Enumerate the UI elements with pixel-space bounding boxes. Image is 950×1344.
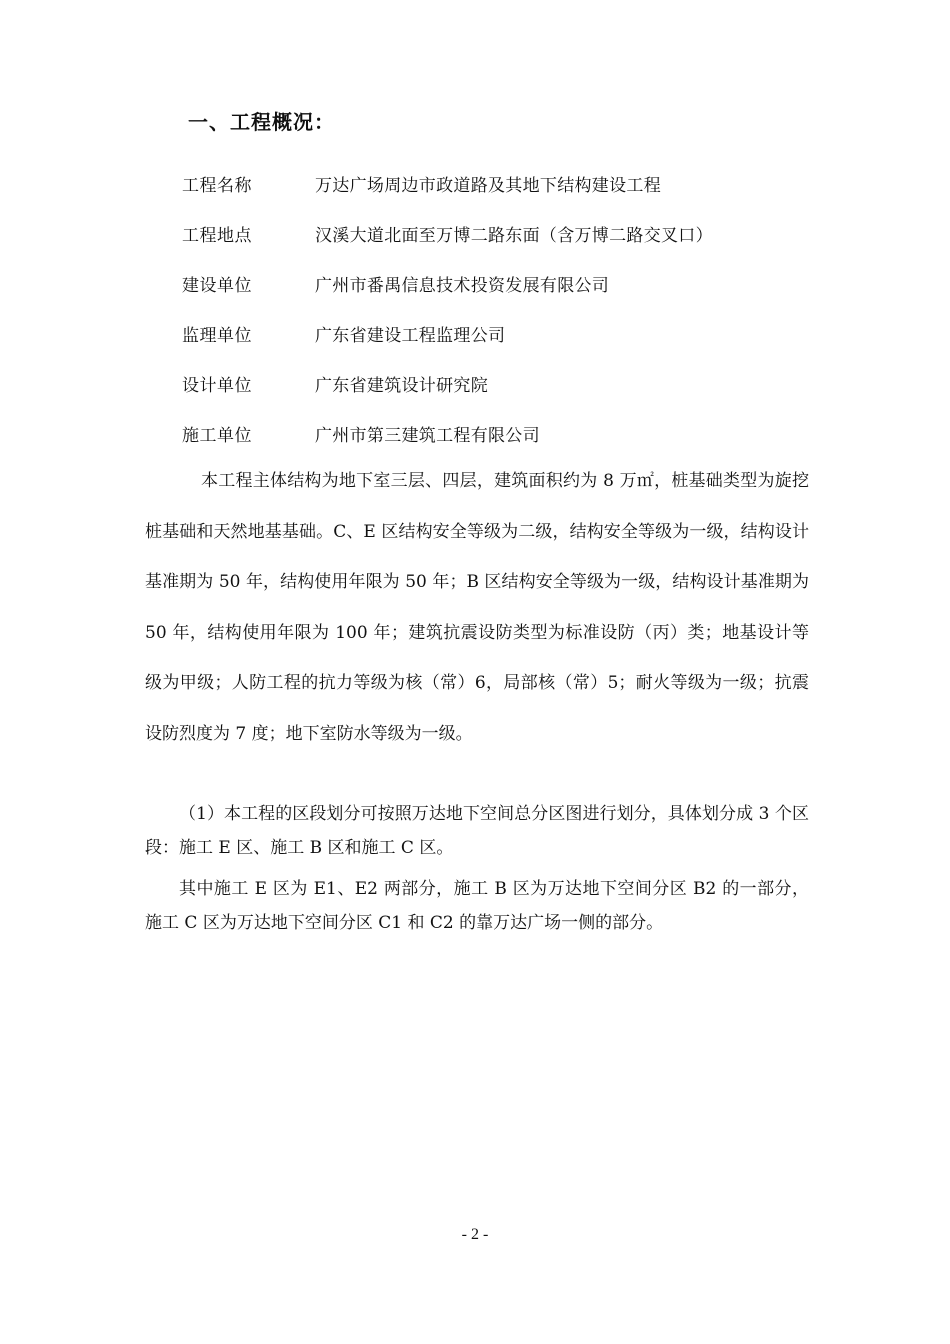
structure-description-paragraph: 本工程主体结构为地下室三层、四层，建筑面积约为 8 万㎡，桩基础类型为旋挖桩基础和天然地基基础。C、E 区结构安全等级为二级，结构安全等级为一级，结构设计基准期为 50 年，结构使用年限为 50 年；B 区结构安全等级为一级，结构设计基准期为 50 年，结构使用年限为 100 年；建筑抗震设防类型为标准设防（丙）类；地基设计等级为甲级；人防工程的抗力等级为核（常）6，局部核（常）5；耐火等级为一级；抗震设防烈度为 7 度；地下室防水等级为一级。	[145, 471, 809, 744]
info-value: 广东省建设工程监理公司	[315, 325, 506, 346]
zoning-paragraph: （1）本工程的区段划分可按照万达地下空间总分区图进行划分，具体划分成 3 个区段：施工 E 区、施工 B 区和施工 C 区。	[145, 804, 809, 858]
info-label: 设计单位	[182, 375, 252, 396]
info-row-designer	[182, 358, 822, 408]
info-value: 广东省建筑设计研究院	[315, 375, 488, 396]
info-label: 工程名称	[182, 175, 252, 196]
info-row-contractor	[182, 408, 822, 458]
info-value: 汉溪大道北面至万博二路东面（含万博二路交叉口）	[315, 225, 713, 246]
info-row-project-location	[182, 208, 822, 258]
info-value: 万达广场周边市政道路及其地下结构建设工程	[315, 175, 661, 196]
info-label: 工程地点	[182, 225, 252, 246]
info-label: 监理单位	[182, 325, 252, 346]
project-info-table	[182, 158, 822, 458]
section-title: 一、工程概况：	[188, 110, 335, 134]
page-number: - 2 -	[461, 1226, 489, 1243]
info-label: 建设单位	[182, 275, 252, 296]
info-row-owner	[182, 258, 822, 308]
info-value: 广州市番禺信息技术投资发展有限公司	[315, 275, 610, 296]
info-row-supervisor	[182, 308, 822, 358]
info-row-project-name	[182, 158, 822, 208]
zoning-detail-paragraph: 其中施工 E 区为 E1、E2 两部分，施工 B 区为万达地下空间分区 B2 的一部分，施工 C 区为万达地下空间分区 C1 和 C2 的靠万达广场一侧的部分。	[145, 879, 809, 933]
info-value: 广州市第三建筑工程有限公司	[315, 425, 540, 446]
info-label: 施工单位	[182, 425, 252, 446]
